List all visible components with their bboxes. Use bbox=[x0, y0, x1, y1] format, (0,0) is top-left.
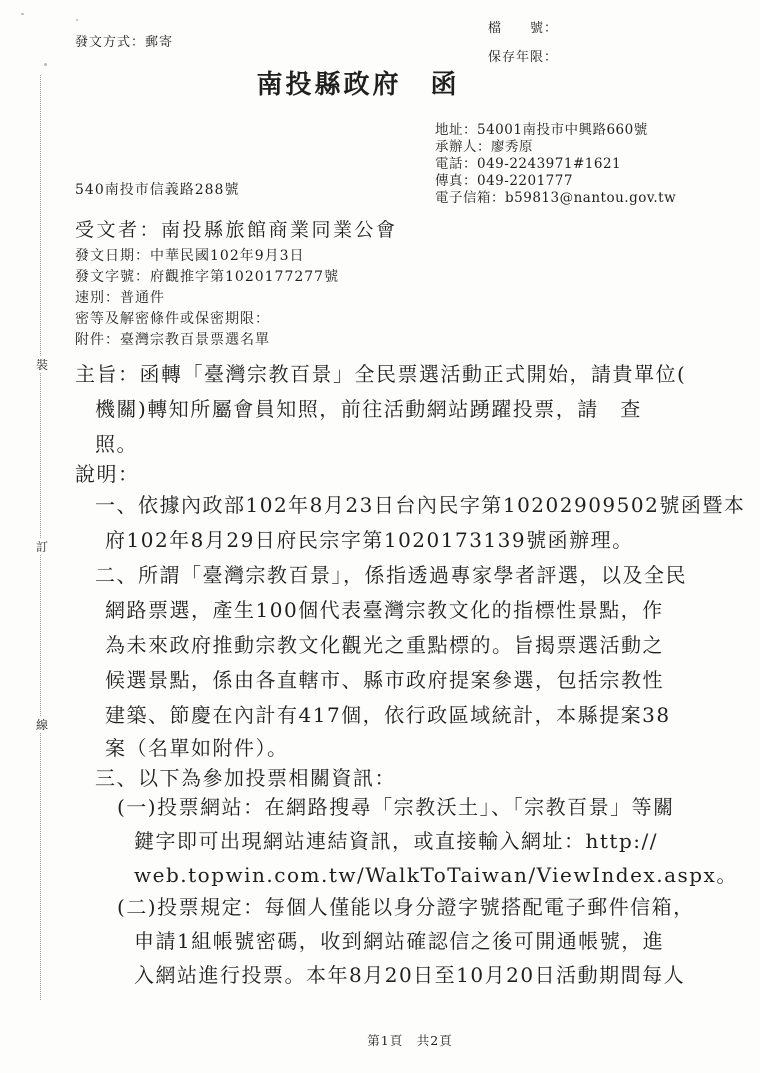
security-classification: 密等及解密條件或保密期限： bbox=[75, 311, 270, 327]
contact-person: 承辦人：廖秀原 bbox=[435, 139, 533, 155]
body-line: 二、所謂「臺灣宗教百景」，係指透過專家學者評選，以及全民 bbox=[95, 563, 687, 587]
dispatch-method-label: 發文方式：郵寄 bbox=[75, 35, 174, 50]
agency-contact-block bbox=[435, 122, 676, 207]
priority-level: 速別：普通件 bbox=[75, 290, 165, 306]
body-line: 說明： bbox=[75, 462, 140, 486]
body-line: 鍵字即可出現網站連結資訊，或直接輸入網址：http:// bbox=[134, 829, 658, 853]
body-line: 網路票選，產生100個代表臺灣宗教文化的指標性景點，作 bbox=[105, 598, 664, 622]
page-number-footer: 第1頁 共2頁 bbox=[367, 1033, 453, 1048]
agency-address: 地址：54001南投市中興路660號 bbox=[435, 122, 648, 138]
scan-speck bbox=[21, 13, 24, 15]
recipient-line: 受文者：南投縣旅館商業同業公會 bbox=[75, 219, 398, 241]
body-line: web.topwin.com.tw/WalkToTaiwan/ViewIndex.aspx。 bbox=[134, 863, 738, 887]
body-line: 建築、節慶在內計有417個，依行政區域統計，本縣提案38 bbox=[105, 703, 671, 727]
body-line: (二)投票規定：每個人僅能以身分證字號搭配電子郵件信箱， bbox=[117, 895, 695, 919]
body-line: 府102年8月29日府民宗字第1020173139號函辦理。 bbox=[105, 528, 634, 552]
contact-email: 電子信箱：b59813@nantou.gov.tw bbox=[435, 190, 677, 206]
body-line: 候選景點，係由各直轄市、縣市政府提案參選，包括宗教性 bbox=[105, 668, 664, 692]
document-meta-block bbox=[75, 246, 339, 351]
contact-phone: 電話：049-2243971#1621 bbox=[435, 156, 622, 172]
body-line: 案（名單如附件）。 bbox=[105, 736, 289, 760]
document-title: 南投縣政府 函 bbox=[256, 70, 460, 100]
retention-period-label: 保存年限： bbox=[488, 50, 559, 65]
file-number-label: 檔 號： bbox=[488, 21, 559, 36]
binding-mark: 訂 bbox=[33, 538, 51, 555]
contact-fax: 傳真：049-2201777 bbox=[435, 173, 573, 189]
scan-speck bbox=[76, 19, 78, 21]
body-line: 為未來政府推動宗教文化觀光之重點標的。旨揭票選活動之 bbox=[105, 633, 664, 657]
binding-mark: 線 bbox=[33, 716, 51, 733]
body-line: 三、以下為參加投票相關資訊： bbox=[95, 766, 396, 790]
body-line: 入網站進行投票。本年8月20日至10月20日活動期間每人 bbox=[134, 963, 686, 987]
body-line: 申請1組帳號密碼，收到網站確認信之後可開通帳號，進 bbox=[134, 929, 665, 953]
body-line: 主旨：函轉「臺灣宗教百景」全民票選活動正式開始，請貴單位( bbox=[75, 362, 687, 386]
recipient-mailing-address: 540南投市信義路288號 bbox=[75, 182, 240, 198]
body-line: 一、依據內政部102年8月23日台內民字第10202909502號函暨本 bbox=[95, 493, 746, 517]
body-line: 機關)轉知所屬會員知照，前往活動網站踴躍投票，請 查 bbox=[95, 397, 642, 421]
binding-mark: 裝 bbox=[33, 356, 51, 373]
attachment-line: 附件：臺灣宗教百景票選名單 bbox=[75, 332, 270, 348]
body-line: (一)投票網站：在網路搜尋「宗教沃土」、「宗教百景」等關 bbox=[117, 795, 675, 819]
issue-date: 發文日期：中華民國102年9月3日 bbox=[75, 248, 305, 264]
document-number: 發文字號：府觀推字第1020177277號 bbox=[75, 269, 340, 285]
body-line: 照。 bbox=[95, 432, 138, 456]
